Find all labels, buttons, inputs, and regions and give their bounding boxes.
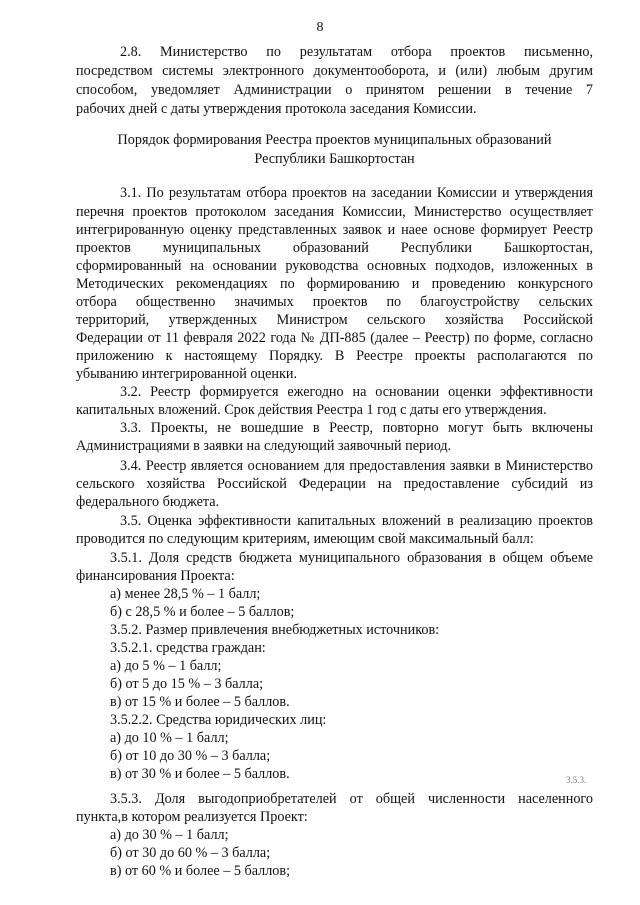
section-3-1-line: убыванию интегрированной оценки. — [76, 366, 298, 382]
section-3-1-line: 3.1. По результатам отбора проектов на заседании Комиссии и утверждения — [120, 185, 593, 201]
section-3-1-line: Методических рекомендациях по формированию и проведению конкурсного — [76, 276, 593, 292]
section-3-1-line: территорий, утвержденных Министром сельского хозяйства Российской — [76, 312, 593, 328]
faint-margin-mark: 3.5.3. — [566, 775, 587, 785]
list-item: в) от 15 % и более – 5 баллов. — [110, 694, 290, 710]
section-3-5-3-line: 3.5.3. Доля выгодоприобретателей от общей численности населенного — [110, 791, 593, 807]
section-3-4-line: федерального бюджета. — [76, 494, 220, 510]
section-2-8-line: рабочих дней с даты утверждения протокола заседания Комиссии. — [76, 101, 477, 117]
list-item: а) до 5 % – 1 балл; — [110, 658, 222, 674]
section-2-8-line: 2.8. Министерство по результатам отбора проектов письменно, — [120, 44, 593, 60]
section-3-3-line: 3.3. Проекты, не вошедшие в Реестр, повторно могут быть включены — [120, 420, 593, 436]
section-3-1-line: Федерации от 11 февраля 2022 года № ДП-885 (далее – Реестр) по форме, согласно — [76, 330, 593, 346]
page-number: 8 — [316, 20, 324, 35]
section-3-4-line: 3.4. Реестр является основанием для предоставления заявки в Министерство — [120, 458, 593, 474]
section-3-5-2-2-line: 3.5.2.2. Средства юридических лиц: — [110, 712, 327, 728]
section-3-1-line: сформированный на основании руководства основных подходов, изложенных в — [76, 258, 593, 274]
list-item: а) до 10 % – 1 балл; — [110, 730, 229, 746]
section-2-8-line: посредством системы электронного документооборота, и (или) любым другим — [76, 63, 593, 79]
section-3-5-3-line: пункта,в котором реализуется Проект: — [76, 809, 308, 825]
section-3-1-line: отбора общественно значимых проектов по благоустройству сельских — [76, 294, 593, 310]
section-3-1-line: интегрированную оценку представленных заявок и наее основе формирует Реестр — [76, 222, 593, 238]
list-item: а) до 30 % – 1 балл; — [110, 827, 229, 843]
section-3-5-1-line: 3.5.1. Доля средств бюджета муниципального образования в общем объеме — [110, 550, 593, 566]
section-3-5-2-1-line: 3.5.2.1. средства граждан: — [110, 640, 266, 656]
list-item: в) от 30 % и более – 5 баллов. — [110, 766, 290, 782]
section-3-1-line: проектов муниципальных образований Республики Башкортостан, — [76, 240, 593, 256]
list-item: б) с 28,5 % и более – 5 баллов; — [110, 604, 295, 620]
list-item: б) от 30 до 60 % – 3 балла; — [110, 845, 271, 861]
section-3-5-1-line: финансирования Проекта: — [76, 568, 235, 584]
section-heading: Республики Башкортостан — [254, 151, 415, 167]
section-3-1-line: перечня проектов протоколом заседания Комиссии, Министерство осуществляет — [76, 204, 593, 220]
section-3-5-line: проводится по следующим критериям, имеющим свой максимальный балл: — [76, 531, 534, 547]
list-item: а) менее 28,5 % – 1 балл; — [110, 586, 261, 602]
section-3-5-2-line: 3.5.2. Размер привлечения внебюджетных источников: — [110, 622, 440, 638]
section-2-8-line: способом, уведомляет Администрации о принятом решении в течение 7 — [76, 82, 593, 98]
section-3-2-line: 3.2. Реестр формируется ежегодно на основании оценки эффективности — [120, 384, 593, 400]
section-3-4-line: сельского хозяйства Российской Федерации на предоставление субсидий из — [76, 476, 593, 492]
section-3-5-line: 3.5. Оценка эффективности капитальных вложений в реализацию проектов — [120, 513, 593, 529]
list-item: б) от 5 до 15 % – 3 балла; — [110, 676, 264, 692]
list-item: б) от 10 до 30 % – 3 балла; — [110, 748, 271, 764]
section-heading: Порядок формирования Реестра проектов муниципальных образований — [117, 132, 552, 148]
section-3-2-line: капитальных вложений. Срок действия Реестра 1 год с даты его утверждения. — [76, 402, 547, 418]
section-3-3-line: Администрациями в заявки на следующий заявочный период. — [76, 438, 452, 454]
section-3-1-line: приложению к настоящему Порядку. В Реестре проекты располагаются по — [76, 348, 593, 364]
list-item: в) от 60 % и более – 5 баллов; — [110, 863, 291, 879]
